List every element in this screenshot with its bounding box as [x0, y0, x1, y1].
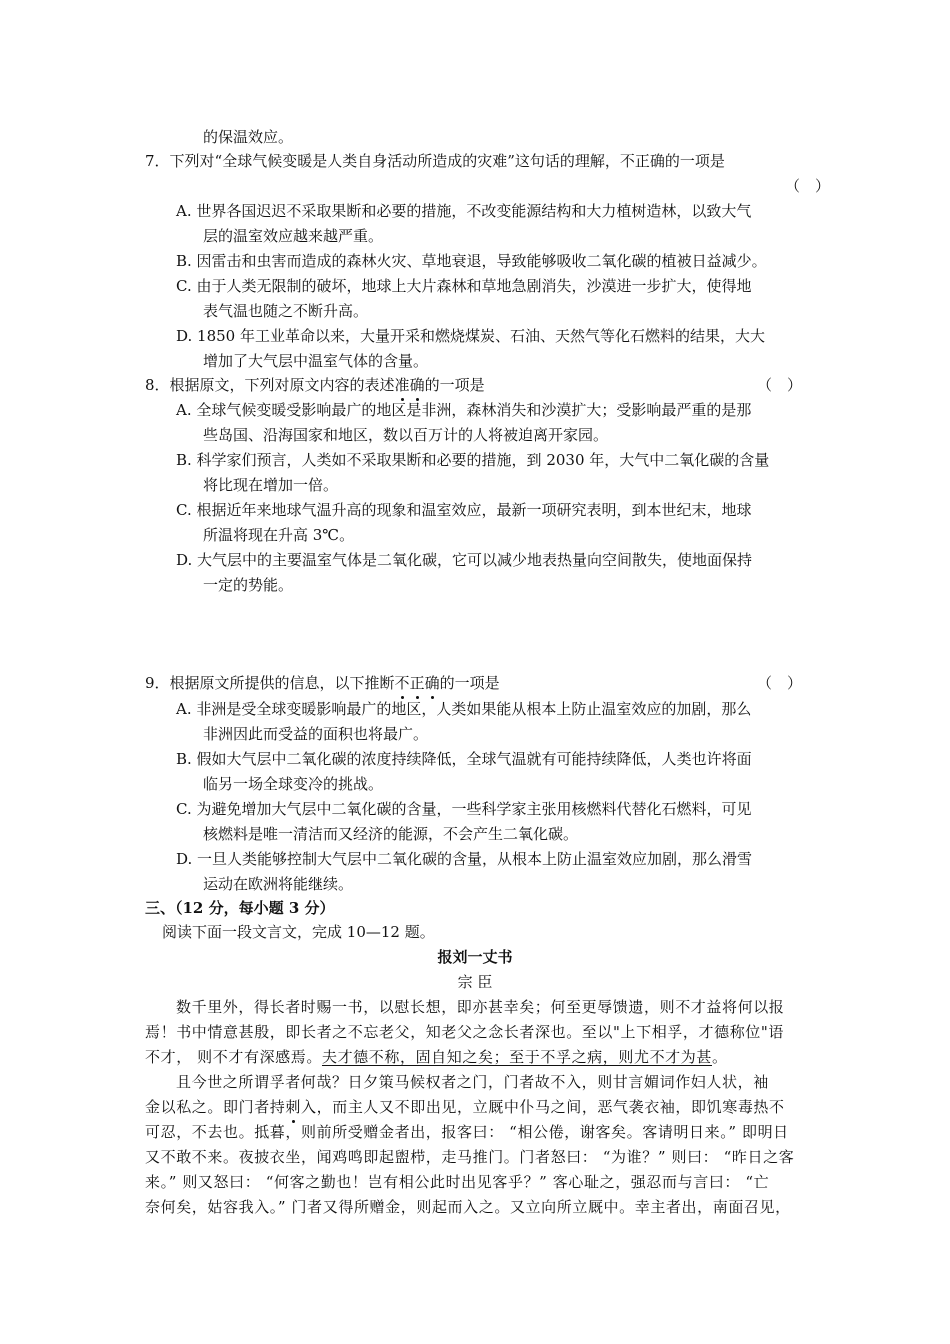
- q9-option-a-cont: 非洲因此而受益的面积也将最广。: [203, 725, 429, 743]
- q7-option-d-cont: 增加了大气层中温室气体的含量。: [203, 352, 429, 370]
- passage-p1-line3-post: 。: [712, 1048, 728, 1066]
- q8-option-a: A. 全球气候变暖受影响最广的地区是非洲，森林消失和沙漠扩大；受影响最严重的是那: [176, 401, 752, 419]
- q9-option-c-cont: 核燃料是唯一清洁而又经济的能源，不会产生二氧化碳。: [203, 825, 579, 843]
- q9-stem-emph-1: 不: [394, 674, 410, 692]
- q7-option-b: B. 因雷击和虫害而造成的森林火灾、草地衰退，导致能够吸收二氧化碳的植被日益减少。: [176, 252, 767, 270]
- section-heading: 三、（12 分，每小题 3 分）: [145, 899, 335, 917]
- q9-option-a: A. 非洲是受全球变暖影响最广的地区，人类如果能从根本上防止温室效应的加剧，那么: [176, 700, 752, 718]
- intro-tail: 的保温效应。: [203, 128, 294, 146]
- q8-stem-post: 的一项是: [424, 376, 485, 394]
- q9-option-b-cont: 临另一场全球变冷的挑战。: [203, 775, 384, 793]
- q9-stem-pre: 9．根据原文所提供的信息，以下推断: [145, 674, 395, 692]
- passage-p2-line4: 又不敢不来。夜披衣坐，闻鸡鸣即起盥栉，走马推门。门者怒曰： “为谁？” 则曰： “昨日之客: [145, 1148, 795, 1166]
- passage-p1-line1: 数千里外，得长者时赐一书，以慰长想，即亦甚幸矣；何至更辱馈遗，则不才益将何以报: [176, 998, 785, 1016]
- q9-answer-paren: （ ）: [757, 674, 803, 692]
- q7-option-a-cont: 层的温室效应越来越严重。: [203, 227, 384, 245]
- q8-option-c-cont: 所温将现在升高 3℃。: [203, 526, 355, 544]
- passage-emph-char: 刺: [285, 1098, 302, 1116]
- q9-option-b: B. 假如大气层中二氧化碳的浓度持续降低，全球气温就有可能持续降低，人类也许将面: [176, 750, 752, 768]
- q8-stem-emph-2: 确: [409, 376, 425, 394]
- passage-p2-line6: 奈何矣，姑容我入。” 门者又得所赠金，则起而入之。又立向所立厩中。幸主者出，南面召见，: [145, 1198, 791, 1216]
- passage-p2-line2-post: 入，而主人又不即出见，立厩中仆马之间，恶气袭衣袖，即饥寒毒热不: [301, 1098, 785, 1116]
- section-instruction: 阅读下面一段文言文，完成 10—12 题。: [162, 923, 435, 941]
- passage-p2-line1: 且今世之所谓孚者何哉？日夕策马候权者之门，门者故不入，则甘言媚词作妇人状，袖: [176, 1073, 769, 1091]
- q7-answer-paren: （ ）: [785, 177, 831, 195]
- q9-stem-emph-2: 正: [409, 674, 425, 692]
- q9-stem: [145, 672, 500, 694]
- q9-stem-emph-3: 确: [424, 674, 440, 692]
- passage-p1-line3: [145, 1046, 728, 1068]
- q8-option-d: D. 大气层中的主要温室气体是二氧化碳，它可以减少地表热量向空间散失，使地面保持: [176, 551, 753, 569]
- q8-option-d-cont: 一定的势能。: [203, 576, 294, 594]
- q7-option-c-cont: 表气温也随之不断升高。: [203, 302, 369, 320]
- q8-option-c: C. 根据近年来地球气温升高的现象和温室效应，最新一项研究表明，到本世纪末，地球: [176, 501, 752, 519]
- q9-stem-post: 的一项是: [439, 674, 500, 692]
- q7-option-a: A. 世界各国迟迟不采取果断和必要的措施，不改变能源结构和大力植树造林，以致大气: [176, 202, 752, 220]
- underlined-sentence: 夫才德不称，固自知之矣；至于不孚之病，则尤不才为甚: [321, 1048, 712, 1066]
- passage-author: 宗 臣: [457, 973, 493, 991]
- q8-stem-pre: 8．根据原文，下列对原文内容的表述: [145, 376, 395, 394]
- passage-title: 报刘一丈书: [437, 948, 513, 966]
- q8-option-b: B. 科学家们预言，人类如不采取果断和必要的措施，到 2030 年，大气中二氧化碳的含量: [176, 451, 770, 469]
- q8-stem: [145, 374, 485, 396]
- q9-option-d: D. 一旦人类能够控制大气层中二氧化碳的含量，从根本上防止温室效应加剧，那么滑雪: [176, 850, 753, 868]
- passage-p2-line2-pre: 金以私之。即门者持: [145, 1098, 286, 1116]
- q9-option-d-cont: 运动在欧洲将能继续。: [203, 875, 354, 893]
- passage-p2-line2: [145, 1096, 785, 1118]
- q9-option-c: C. 为避免增加大气层中二氧化碳的含量，一些科学家主张用核燃料代替化石燃料，可见: [176, 800, 752, 818]
- q8-answer-paren: （ ）: [757, 376, 803, 394]
- passage-p2-line5: 来。” 则又怒曰： “何客之勤也！岂有相公此时出见客乎？” 客心耻之，强忍而与言曰： “亡: [145, 1173, 770, 1191]
- q8-option-a-cont: 些岛国、沿海国家和地区，数以百万计的人将被迫离开家园。: [203, 426, 609, 444]
- passage-p1-line2: 焉！书中情意甚殷，即长者之不忘老父，知老父之念长者深也。至以"上下相孚，才德称位"语: [145, 1023, 785, 1041]
- q8-stem-emph-1: 准: [394, 376, 410, 394]
- passage-p2-line3: 可忍，不去也。抵暮，则前所受赠金者出，报客曰： “相公倦，谢客矣。客请明日来。” 即明日: [145, 1123, 789, 1141]
- q7-option-c: C. 由于人类无限制的破坏，地球上大片森林和草地急剧消失，沙漠进一步扩大，使得地: [176, 277, 752, 295]
- q7-stem: 7．下列对“全球气候变暖是人类自身活动所造成的灾难”这句话的理解，不正确的一项是: [145, 152, 725, 170]
- q7-option-d: D. 1850 年工业革命以来，大量开采和燃烧煤炭、石油、天然气等化石燃料的结果，大大: [176, 327, 765, 345]
- q8-option-b-cont: 将比现在增加一倍。: [203, 476, 339, 494]
- passage-p1-line3-pre: 不才， 则不才有深感焉。: [145, 1048, 322, 1066]
